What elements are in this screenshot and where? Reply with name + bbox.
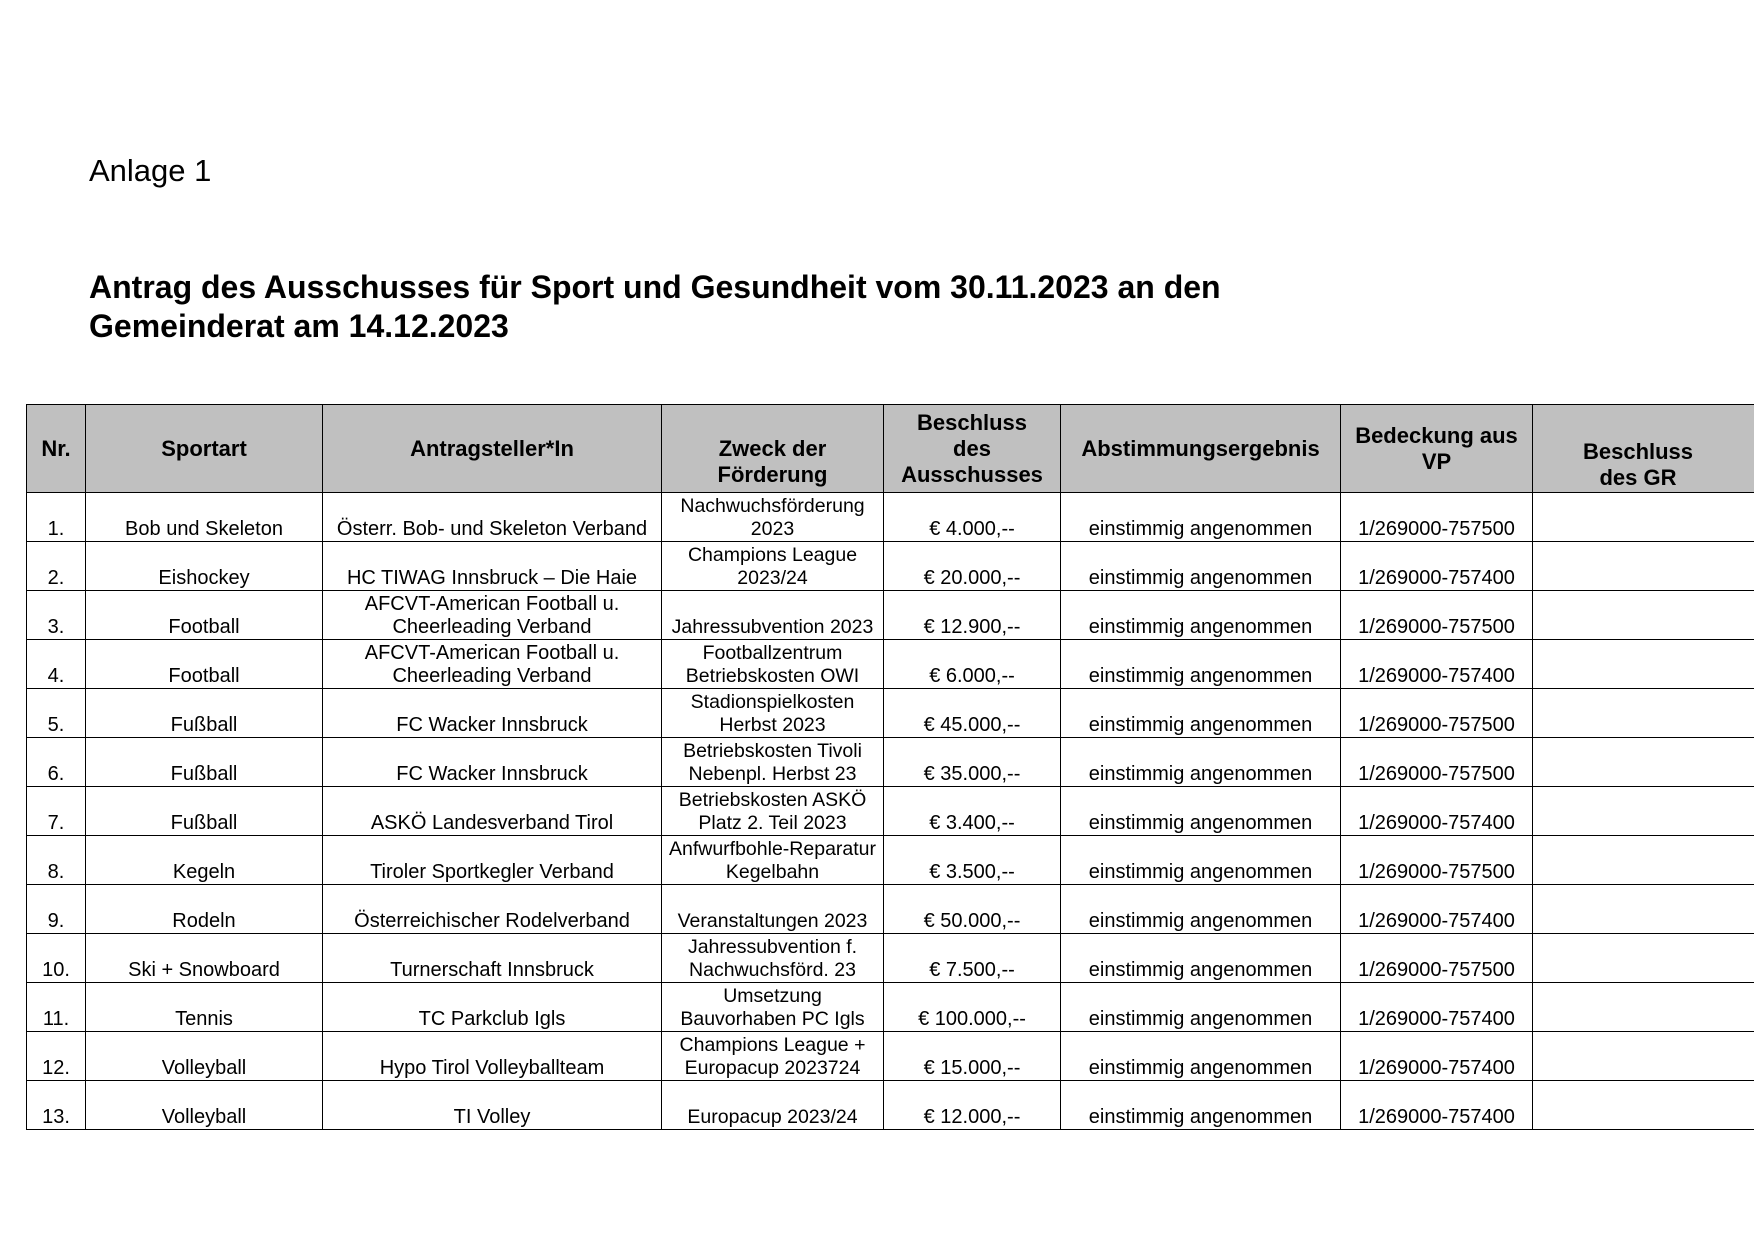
table-body bbox=[27, 493, 1754, 1130]
funding-table-container bbox=[26, 404, 1754, 1130]
table-row bbox=[27, 885, 1754, 934]
cell-zweck: Jahressubvention f. Nachwuchsförd. 23 bbox=[662, 934, 884, 983]
table-row bbox=[27, 738, 1754, 787]
cell-nr: 1. bbox=[27, 493, 86, 542]
header-antragsteller: Antragsteller*In bbox=[323, 405, 662, 493]
cell-zweck: Champions League 2023/24 bbox=[662, 542, 884, 591]
cell-zweck: Footballzentrum Betriebskosten OWI bbox=[662, 640, 884, 689]
cell-antragsteller: FC Wacker Innsbruck bbox=[323, 689, 662, 738]
cell-antragsteller: AFCVT-American Football u. Cheerleading Verband bbox=[323, 591, 662, 640]
cell-beschluss-gr bbox=[1533, 493, 1754, 542]
funding-table bbox=[26, 404, 1754, 1130]
cell-beschluss-gr bbox=[1533, 1032, 1754, 1081]
cell-zweck: Betriebskosten Tivoli Nebenpl. Herbst 23 bbox=[662, 738, 884, 787]
cell-sportart: Fußball bbox=[86, 787, 323, 836]
cell-zweck: Nachwuchsförderung 2023 bbox=[662, 493, 884, 542]
cell-antragsteller: ASKÖ Landesverband Tirol bbox=[323, 787, 662, 836]
header-beschluss-gr-text: Beschluss des GR bbox=[1582, 439, 1694, 490]
table-row bbox=[27, 689, 1754, 738]
cell-antragsteller: Österreichischer Rodelverband bbox=[323, 885, 662, 934]
table-row bbox=[27, 787, 1754, 836]
cell-bedeckung: 1/269000-757400 bbox=[1341, 787, 1533, 836]
cell-beschluss-gr bbox=[1533, 1081, 1754, 1130]
cell-antragsteller: Hypo Tirol Volleyballteam bbox=[323, 1032, 662, 1081]
cell-nr: 12. bbox=[27, 1032, 86, 1081]
cell-nr: 4. bbox=[27, 640, 86, 689]
cell-zweck: Veranstaltungen 2023 bbox=[662, 885, 884, 934]
cell-nr: 13. bbox=[27, 1081, 86, 1130]
cell-sportart: Fußball bbox=[86, 738, 323, 787]
cell-sportart: Ski + Snowboard bbox=[86, 934, 323, 983]
cell-bedeckung: 1/269000-757500 bbox=[1341, 689, 1533, 738]
cell-nr: 9. bbox=[27, 885, 86, 934]
cell-abstimmungsergebnis: einstimmig angenommen bbox=[1061, 836, 1341, 885]
document-title-line2: Gemeinderat am 14.12.2023 bbox=[89, 308, 509, 344]
cell-bedeckung: 1/269000-757400 bbox=[1341, 1032, 1533, 1081]
cell-beschluss-gr bbox=[1533, 738, 1754, 787]
cell-nr: 5. bbox=[27, 689, 86, 738]
cell-bedeckung: 1/269000-757400 bbox=[1341, 885, 1533, 934]
cell-beschluss-gr bbox=[1533, 689, 1754, 738]
cell-beschluss-gr bbox=[1533, 934, 1754, 983]
cell-abstimmungsergebnis: einstimmig angenommen bbox=[1061, 542, 1341, 591]
cell-nr: 8. bbox=[27, 836, 86, 885]
table-row bbox=[27, 1032, 1754, 1081]
cell-sportart: Bob und Skeleton bbox=[86, 493, 323, 542]
cell-bedeckung: 1/269000-757500 bbox=[1341, 591, 1533, 640]
cell-zweck: Europacup 2023/24 bbox=[662, 1081, 884, 1130]
cell-antragsteller: AFCVT-American Football u. Cheerleading Verband bbox=[323, 640, 662, 689]
cell-bedeckung: 1/269000-757500 bbox=[1341, 934, 1533, 983]
cell-bedeckung: 1/269000-757400 bbox=[1341, 1081, 1533, 1130]
header-beschluss-gr bbox=[1533, 405, 1754, 493]
cell-beschluss-gr bbox=[1533, 640, 1754, 689]
cell-beschluss-betrag: € 12.000,-- bbox=[884, 1081, 1061, 1130]
cell-beschluss-betrag: € 7.500,-- bbox=[884, 934, 1061, 983]
document-title-line1: Antrag des Ausschusses für Sport und Gesundheit vom 30.11.2023 an den bbox=[89, 269, 1221, 305]
cell-zweck: Jahressubvention 2023 bbox=[662, 591, 884, 640]
cell-sportart: Tennis bbox=[86, 983, 323, 1032]
cell-beschluss-betrag: € 12.900,-- bbox=[884, 591, 1061, 640]
cell-beschluss-gr bbox=[1533, 591, 1754, 640]
cell-abstimmungsergebnis: einstimmig angenommen bbox=[1061, 689, 1341, 738]
cell-bedeckung: 1/269000-757400 bbox=[1341, 542, 1533, 591]
cell-beschluss-betrag: € 3.400,-- bbox=[884, 787, 1061, 836]
cell-beschluss-betrag: € 3.500,-- bbox=[884, 836, 1061, 885]
table-row bbox=[27, 591, 1754, 640]
cell-beschluss-betrag: € 20.000,-- bbox=[884, 542, 1061, 591]
cell-bedeckung: 1/269000-757500 bbox=[1341, 836, 1533, 885]
cell-sportart: Fußball bbox=[86, 689, 323, 738]
cell-sportart: Rodeln bbox=[86, 885, 323, 934]
cell-beschluss-gr bbox=[1533, 542, 1754, 591]
cell-bedeckung: 1/269000-757500 bbox=[1341, 493, 1533, 542]
cell-nr: 2. bbox=[27, 542, 86, 591]
cell-antragsteller: Österr. Bob- und Skeleton Verband bbox=[323, 493, 662, 542]
cell-beschluss-gr bbox=[1533, 787, 1754, 836]
table-row bbox=[27, 983, 1754, 1032]
cell-nr: 3. bbox=[27, 591, 86, 640]
cell-abstimmungsergebnis: einstimmig angenommen bbox=[1061, 1081, 1341, 1130]
cell-antragsteller: TC Parkclub Igls bbox=[323, 983, 662, 1032]
cell-zweck: Champions League + Europacup 2023724 bbox=[662, 1032, 884, 1081]
cell-abstimmungsergebnis: einstimmig angenommen bbox=[1061, 1032, 1341, 1081]
header-beschluss-ausschuss: Beschluss des Ausschusses bbox=[884, 405, 1061, 493]
cell-nr: 10. bbox=[27, 934, 86, 983]
cell-beschluss-gr bbox=[1533, 885, 1754, 934]
cell-beschluss-gr bbox=[1533, 983, 1754, 1032]
header-sportart: Sportart bbox=[86, 405, 323, 493]
cell-antragsteller: Tiroler Sportkegler Verband bbox=[323, 836, 662, 885]
cell-abstimmungsergebnis: einstimmig angenommen bbox=[1061, 885, 1341, 934]
cell-sportart: Volleyball bbox=[86, 1081, 323, 1130]
appendix-label: Anlage 1 bbox=[89, 153, 212, 188]
cell-sportart: Eishockey bbox=[86, 542, 323, 591]
cell-zweck: Anfwurfbohle-Reparatur Kegelbahn bbox=[662, 836, 884, 885]
header-nr: Nr. bbox=[27, 405, 86, 493]
cell-abstimmungsergebnis: einstimmig angenommen bbox=[1061, 787, 1341, 836]
cell-beschluss-betrag: € 50.000,-- bbox=[884, 885, 1061, 934]
cell-beschluss-betrag: € 4.000,-- bbox=[884, 493, 1061, 542]
cell-sportart: Volleyball bbox=[86, 1032, 323, 1081]
table-header-row bbox=[27, 405, 1754, 493]
cell-beschluss-betrag: € 100.000,-- bbox=[884, 983, 1061, 1032]
cell-antragsteller: TI Volley bbox=[323, 1081, 662, 1130]
document-title bbox=[89, 268, 1221, 346]
cell-abstimmungsergebnis: einstimmig angenommen bbox=[1061, 493, 1341, 542]
table-row bbox=[27, 640, 1754, 689]
cell-sportart: Football bbox=[86, 591, 323, 640]
table-row bbox=[27, 542, 1754, 591]
cell-sportart: Football bbox=[86, 640, 323, 689]
cell-abstimmungsergebnis: einstimmig angenommen bbox=[1061, 983, 1341, 1032]
cell-bedeckung: 1/269000-757500 bbox=[1341, 738, 1533, 787]
table-row bbox=[27, 1081, 1754, 1130]
cell-bedeckung: 1/269000-757400 bbox=[1341, 640, 1533, 689]
cell-beschluss-betrag: € 35.000,-- bbox=[884, 738, 1061, 787]
cell-beschluss-gr bbox=[1533, 836, 1754, 885]
header-zweck: Zweck der Förderung bbox=[662, 405, 884, 493]
cell-beschluss-betrag: € 15.000,-- bbox=[884, 1032, 1061, 1081]
cell-sportart: Kegeln bbox=[86, 836, 323, 885]
cell-beschluss-betrag: € 6.000,-- bbox=[884, 640, 1061, 689]
cell-nr: 7. bbox=[27, 787, 86, 836]
cell-zweck: Betriebskosten ASKÖ Platz 2. Teil 2023 bbox=[662, 787, 884, 836]
cell-zweck: Stadionspielkosten Herbst 2023 bbox=[662, 689, 884, 738]
cell-bedeckung: 1/269000-757400 bbox=[1341, 983, 1533, 1032]
cell-abstimmungsergebnis: einstimmig angenommen bbox=[1061, 591, 1341, 640]
cell-antragsteller: HC TIWAG Innsbruck – Die Haie bbox=[323, 542, 662, 591]
cell-nr: 6. bbox=[27, 738, 86, 787]
cell-abstimmungsergebnis: einstimmig angenommen bbox=[1061, 640, 1341, 689]
cell-antragsteller: Turnerschaft Innsbruck bbox=[323, 934, 662, 983]
cell-abstimmungsergebnis: einstimmig angenommen bbox=[1061, 738, 1341, 787]
cell-zweck: Umsetzung Bauvorhaben PC Igls bbox=[662, 983, 884, 1032]
cell-antragsteller: FC Wacker Innsbruck bbox=[323, 738, 662, 787]
table-row bbox=[27, 836, 1754, 885]
table-row bbox=[27, 493, 1754, 542]
cell-nr: 11. bbox=[27, 983, 86, 1032]
cell-abstimmungsergebnis: einstimmig angenommen bbox=[1061, 934, 1341, 983]
cell-beschluss-betrag: € 45.000,-- bbox=[884, 689, 1061, 738]
table-row bbox=[27, 934, 1754, 983]
header-bedeckung: Bedeckung aus VP bbox=[1341, 405, 1533, 493]
header-abstimmung: Abstimmungsergebnis bbox=[1061, 405, 1341, 493]
